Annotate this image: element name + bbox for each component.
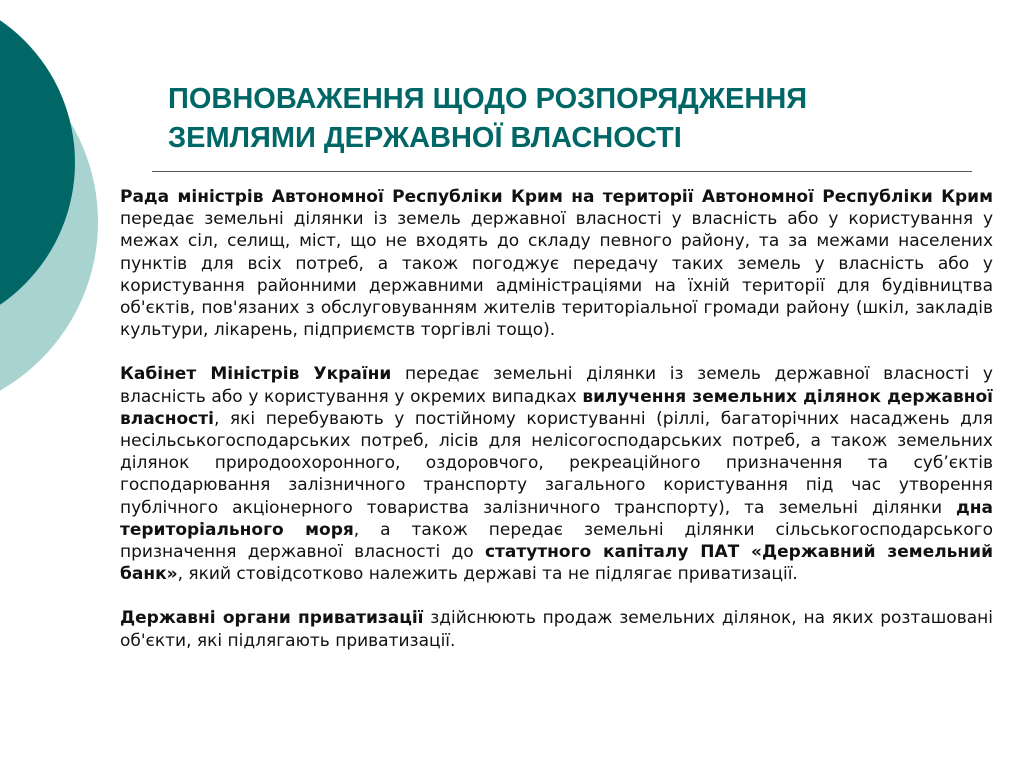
paragraph-council-of-ministers-crimea [120, 186, 993, 341]
body-text: передає земельні ділянки із земель державної власності у власність або у користування у межах сіл, селищ, міст, що не входять до складу певного району, та за межами населених пунктів для всіх потреб, а також погоджує передачу таких земель у власність або у користування районними державними адміністраціями на їхній території для будівництва об'єктів, пов'язаних з обслуговуванням жителів територіальної громади району (шкіл, закладів культури, лікарень, підприємств торгівлі тощо). [120, 209, 993, 341]
body-text: , який стовідсотково належить державі та не підлягає приватизації. [177, 564, 798, 585]
body-text: передає земельні ділянки із земель державної власності у власність або у користування у окремих випадках [120, 364, 993, 407]
bold-text: вилучення земельних ділянок державної власності [120, 386, 993, 429]
bold-text: Державні органи приватизації [120, 608, 424, 629]
slide-title-line-1: ПОВНОВАЖЕННЯ ЩОДО РОЗПОРЯДЖЕННЯ [168, 83, 808, 115]
bold-text: статутного капіталу ПАТ «Державний земельний банк» [120, 542, 993, 585]
slide-title-line-2: ЗЕМЛЯМИ ДЕРЖАВНОЇ ВЛАСНОСТІ [168, 122, 682, 154]
body-text: здійснюють продаж земельних ділянок, на яких розташовані об'єкти, які підлягають приватизації. [120, 608, 993, 651]
paragraph-privatization-bodies [120, 607, 993, 651]
slide-body [120, 186, 993, 674]
bold-text: дна територіального моря [120, 497, 993, 540]
body-text: , а також передає земельні ділянки сільськогосподарського призначення державної власності до [120, 519, 993, 563]
slide-title [168, 80, 988, 158]
title-divider [152, 171, 972, 172]
bold-text: Кабінет Міністрів України [120, 364, 392, 385]
bold-text: Рада міністрів Автономної Республіки Крим на території Автономної Республіки Крим [120, 187, 993, 207]
paragraph-cabinet-of-ministers [120, 363, 993, 585]
body-text: , які перебувають у постійному користуванні (ріллі, багаторічних насаджень для несільськогосподарських потреб, лісів для нелісогосподарських потреб, а також земельних ділянок природоохоронного, оздоровчого, рекреаційного призначення та суб’єктів господарювання залізничного транспорту загального користування під час утворення публічного акціонерного товариства залізничного транспорту), та земельні ділянки [120, 408, 993, 518]
